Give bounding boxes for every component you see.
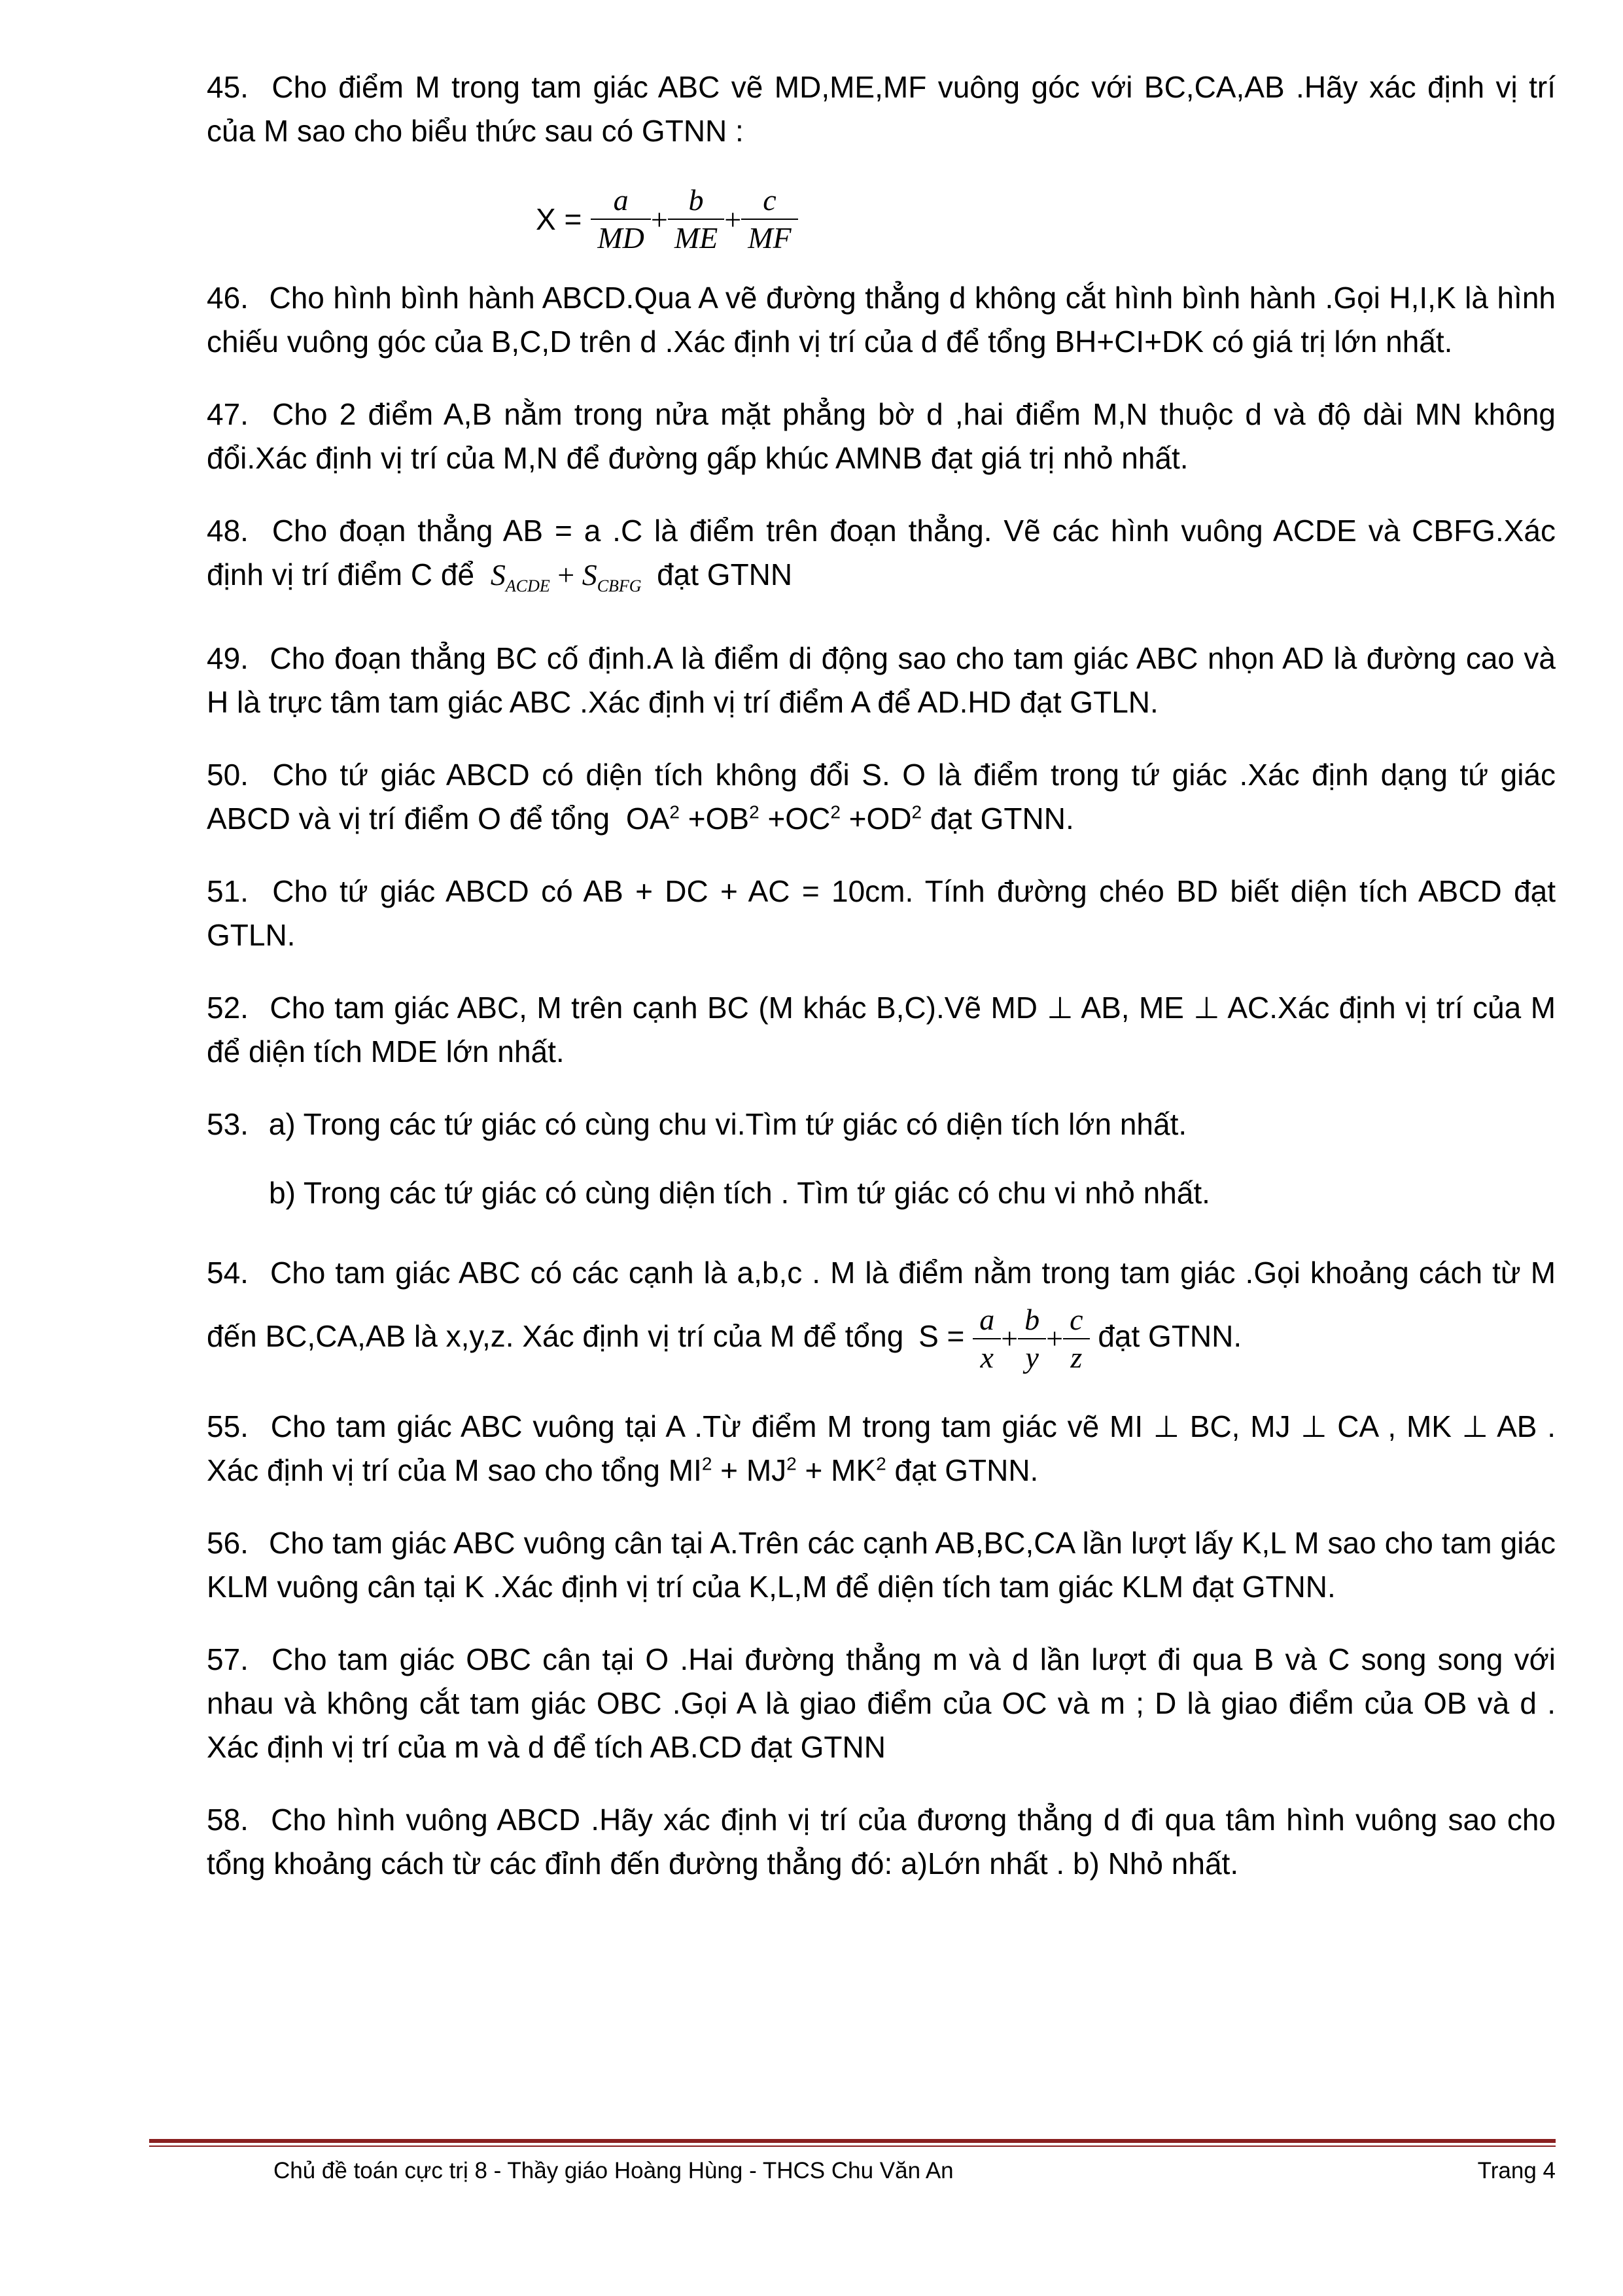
term: + MK xyxy=(805,1453,877,1487)
footer-rule-thin xyxy=(149,2146,1556,2147)
problem-text: Cho tứ giác ABCD có AB + DC + AC = 10cm. Tính đường chéo BD biết diện tích ABCD đạt GTLN. xyxy=(207,874,1556,952)
problem-number: 48. xyxy=(207,514,249,548)
problem-51 xyxy=(207,870,1556,957)
problem-46 xyxy=(207,276,1556,364)
problem-number: 52. xyxy=(207,991,249,1025)
page-number: Trang 4 xyxy=(1477,2158,1556,2183)
problem-text: Cho tứ giác ABCD có diện tích không đổi S. O là điểm trong tứ giác .Xác định dạng tứ giác ABCD và vị trí điểm O để tổng xyxy=(207,758,1556,836)
exponent: 2 xyxy=(876,1453,886,1474)
problem-number: 46. xyxy=(207,281,249,315)
fraction-c-z: $\frac{c}{z}$ xyxy=(1063,1301,1089,1376)
problem-text-end: đạt GTNN. xyxy=(930,802,1074,836)
problem-text: Cho tam giác ABC vuông cân tại A.Trên các cạnh AB,BC,CA lần lượt lấy K,L M sao cho tam giác KLM vuông cân tại K .Xác định vị trí của K,L,M để diện tích tam giác KLM đạt GTNN. xyxy=(207,1526,1556,1604)
problem-number: 54. xyxy=(207,1256,249,1290)
perpendicular-symbol: ⊥ xyxy=(1461,1409,1488,1443)
footer-rule xyxy=(149,2139,1556,2143)
problem-number: 58. xyxy=(207,1803,249,1837)
footer-title: Chủ đề toán cực trị 8 - Thầy giáo Hoàng Hùng - THCS Chu Văn An xyxy=(273,2158,954,2183)
plus-sign: + xyxy=(1001,1322,1019,1355)
problem-55 xyxy=(207,1405,1556,1492)
problem-text: Cho tam giác OBC cân tại O .Hai đường thẳng m và d lần lượt đi qua B và C song song với nhau và không cắt tam giác OBC .Gọi A là giao điểm của OC và m ; D là giao điểm của OB và d . Xác định vị trí của m và d để tích AB.CD đạt GTNN xyxy=(207,1642,1556,1764)
exponent: 2 xyxy=(786,1453,797,1474)
problem-number: 50. xyxy=(207,758,249,792)
problem-text: Cho tam giác ABC, M trên cạnh BC (M khác B,C).Vẽ MD xyxy=(270,991,1038,1025)
fraction-a-md: $\frac{a}{MD}$ xyxy=(591,182,651,256)
plus-sign: + xyxy=(650,202,668,236)
problem-45 xyxy=(207,65,1556,153)
sum-of-squares: $OA^2 +OB^2 +OC^2 +OD^2$ xyxy=(625,802,922,836)
problem-text: Cho đoạn thẳng BC cố định.A là điểm di động sao cho tam giác ABC nhọn AD là đường cao và H là trực tâm tam giác ABC .Xác định vị trí điểm A để AD.HD đạt GTLN. xyxy=(207,641,1556,719)
problem-57 xyxy=(207,1638,1556,1769)
problem-text: Cho 2 điểm A,B nằm trong nửa mặt phẳng bờ d ,hai điểm M,N thuộc d và độ dài MN không đổi.Xác định vị trí của M,N để đường gấp khúc AMNB đạt giá trị nhỏ nhất. xyxy=(207,397,1556,475)
problem-text-end: đạt GTNN. xyxy=(1098,1319,1242,1354)
problem-53a xyxy=(207,1103,1556,1146)
problem-text: Cho hình bình hành ABCD.Qua A vẽ đường thẳng d không cắt hình bình hành .Gọi H,I,K là hình chiếu vuông góc của B,C,D trên d .Xác định vị trí của d để tổng BH+CI+DK có giá trị lớn nhất. xyxy=(207,281,1556,359)
problem-number: 55. xyxy=(207,1409,249,1443)
problem-part-a: a) Trong các tứ giác có cùng chu vi.Tìm tứ giác có diện tích lớn nhất. xyxy=(268,1107,1187,1141)
problem-47 xyxy=(207,393,1556,480)
formula-x xyxy=(536,182,1556,256)
problem-number: 47. xyxy=(207,397,249,431)
problem-number: 51. xyxy=(207,874,249,908)
problem-52 xyxy=(207,986,1556,1074)
problem-49 xyxy=(207,637,1556,724)
perpendicular-symbol: ⊥ xyxy=(1193,991,1220,1025)
problem-number: 45. xyxy=(207,70,249,104)
problem-58 xyxy=(207,1798,1556,1886)
plus-sign: + xyxy=(724,202,742,236)
fraction-b-y: $\frac{b}{y}$ xyxy=(1018,1301,1046,1376)
problem-number: 56. xyxy=(207,1526,249,1560)
exponent: 2 xyxy=(701,1453,712,1474)
page-content xyxy=(207,65,1556,1915)
problem-text-mid: CA , MK xyxy=(1337,1409,1452,1443)
problem-text-end: AC.Xác định vị trí của M để diện tích MDE lớn nhất. xyxy=(207,991,1556,1069)
problem-56 xyxy=(207,1521,1556,1609)
area-sum-formula: $S_{ACDE} + S_{CBFG}$ xyxy=(490,558,642,595)
fraction-b-me: $\frac{b}{ME}$ xyxy=(668,182,724,256)
problem-number: 49. xyxy=(207,641,249,675)
perpendicular-symbol: ⊥ xyxy=(1153,1409,1179,1443)
term: + MJ xyxy=(720,1453,787,1487)
problem-text: Cho đoạn thẳng AB = a .C là điểm trên đoạn thẳng. Vẽ các hình vuông ACDE và CBFG.Xác định vị trí điểm C để xyxy=(207,514,1556,592)
perpendicular-symbol: ⊥ xyxy=(1300,1409,1327,1443)
problem-text-mid: AB, ME xyxy=(1081,991,1184,1025)
plus-sign: + xyxy=(1046,1322,1064,1355)
formula-lhs: X = xyxy=(536,202,582,236)
fraction-a-x: $\frac{a}{x}$ xyxy=(973,1301,1001,1376)
problem-53b xyxy=(207,1171,1556,1215)
problem-text: Cho điểm M trong tam giác ABC vẽ MD,ME,MF vuông góc với BC,CA,AB .Hãy xác định vị trí của M sao cho biểu thức sau có GTNN : xyxy=(207,70,1556,148)
problem-number: 57. xyxy=(207,1642,249,1676)
problem-48 xyxy=(207,509,1556,608)
problem-text-end: đạt GTNN xyxy=(657,557,793,592)
problem-text-mid: BC, MJ xyxy=(1189,1409,1291,1443)
problem-50 xyxy=(207,753,1556,841)
problem-54 xyxy=(207,1244,1556,1376)
problem-part-b: b) Trong các tứ giác có cùng diện tích . Tìm tứ giác có chu vi nhỏ nhất. xyxy=(269,1176,1210,1210)
problem-text-end: đạt GTNN. xyxy=(894,1453,1039,1487)
formula-lhs: S = xyxy=(918,1319,965,1354)
problem-text: Cho tam giác ABC có các cạnh là a,b,c . M là điểm nằm trong tam giác .Gọi khoảng cách từ M đến BC,CA,AB là x,y,z. Xác định vị trí của M để tổng xyxy=(207,1256,1556,1354)
problem-text: Cho hình vuông ABCD .Hãy xác định vị trí của đương thẳng d đi qua tâm hình vuông sao cho tổng khoảng cách từ các đỉnh đến đường thẳng đó: a)Lớn nhất . b) Nhỏ nhất. xyxy=(207,1803,1556,1881)
problem-number: 53. xyxy=(207,1107,249,1141)
fraction-c-mf: $\frac{c}{MF}$ xyxy=(741,182,797,256)
perpendicular-symbol: ⊥ xyxy=(1047,991,1073,1025)
problem-text: Cho tam giác ABC vuông tại A .Từ điểm M trong tam giác vẽ MI xyxy=(270,1409,1143,1443)
problem-text-mid: AB . Xác định vị trí của M sao cho tổng MI xyxy=(207,1409,1556,1487)
